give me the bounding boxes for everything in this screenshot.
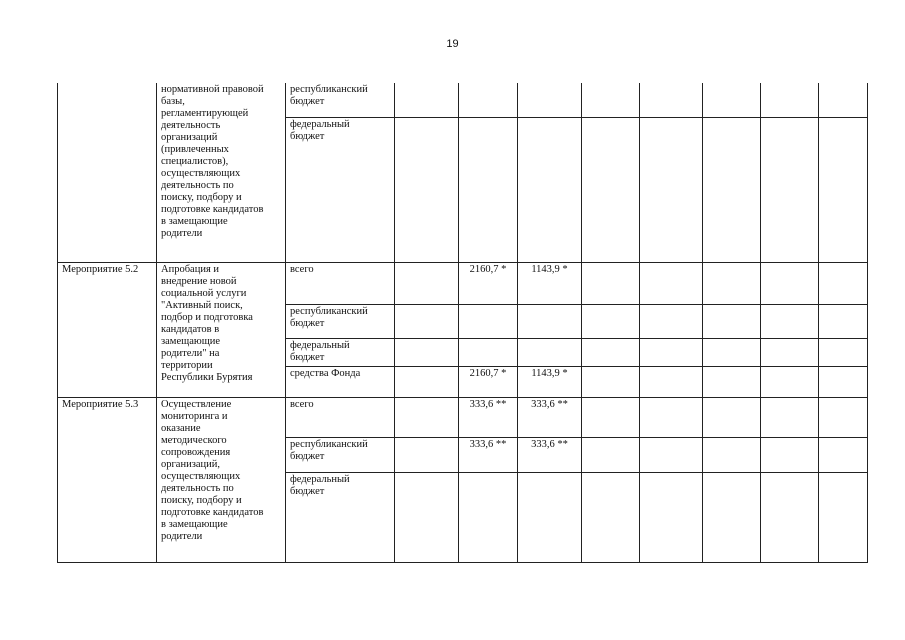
value-cell: 333,6 ** — [459, 437, 518, 472]
event-name-cell — [58, 83, 157, 262]
table-row — [58, 262, 868, 304]
event-description-cell: Апробация и внедрение новой социальной услуги "Активный поиск, подбор и подготовка кандидатов в замещающие родители" на территории Республики Бурятия — [157, 262, 286, 397]
funding-source-cell: федеральный бюджет — [286, 472, 395, 562]
funding-source-cell: республиканский бюджет — [286, 304, 395, 338]
event-name-cell: Мероприятие 5.3 — [58, 397, 157, 562]
table-row — [58, 397, 868, 437]
value-cell: 1143,9 * — [518, 262, 582, 304]
funding-source-cell: федеральный бюджет — [286, 117, 395, 262]
value-cell: 2160,7 * — [459, 366, 518, 397]
funding-source-cell: всего — [286, 397, 395, 437]
value-cell: 333,6 ** — [518, 437, 582, 472]
event-description-cell: нормативной правовой базы, регламентирующей деятельность организаций (привлеченных специалистов), осуществляющих деятельность по поиску, подбору и подготовке кандидатов в замещающие родители — [157, 83, 286, 262]
funding-source-cell: средства Фонда — [286, 366, 395, 397]
event-description-cell: Осуществление мониторинга и оказание методического сопровождения организаций, осуществляющих деятельность по поиску, подбору и подготовке кандидатов в замещающие родители — [157, 397, 286, 562]
value-cell: 333,6 ** — [518, 397, 582, 437]
funding-source-cell: республиканский бюджет — [286, 83, 395, 117]
value-cell: 333,6 ** — [459, 397, 518, 437]
value-cell: 2160,7 * — [459, 262, 518, 304]
value-cell: 1143,9 * — [518, 366, 582, 397]
table-row — [58, 83, 868, 117]
funding-source-cell: республиканский бюджет — [286, 437, 395, 472]
budget-table — [57, 83, 868, 563]
event-name-cell: Мероприятие 5.2 — [58, 262, 157, 397]
funding-source-cell: федеральный бюджет — [286, 338, 395, 366]
funding-source-cell: всего — [286, 262, 395, 304]
page-number: 19 — [446, 38, 459, 50]
